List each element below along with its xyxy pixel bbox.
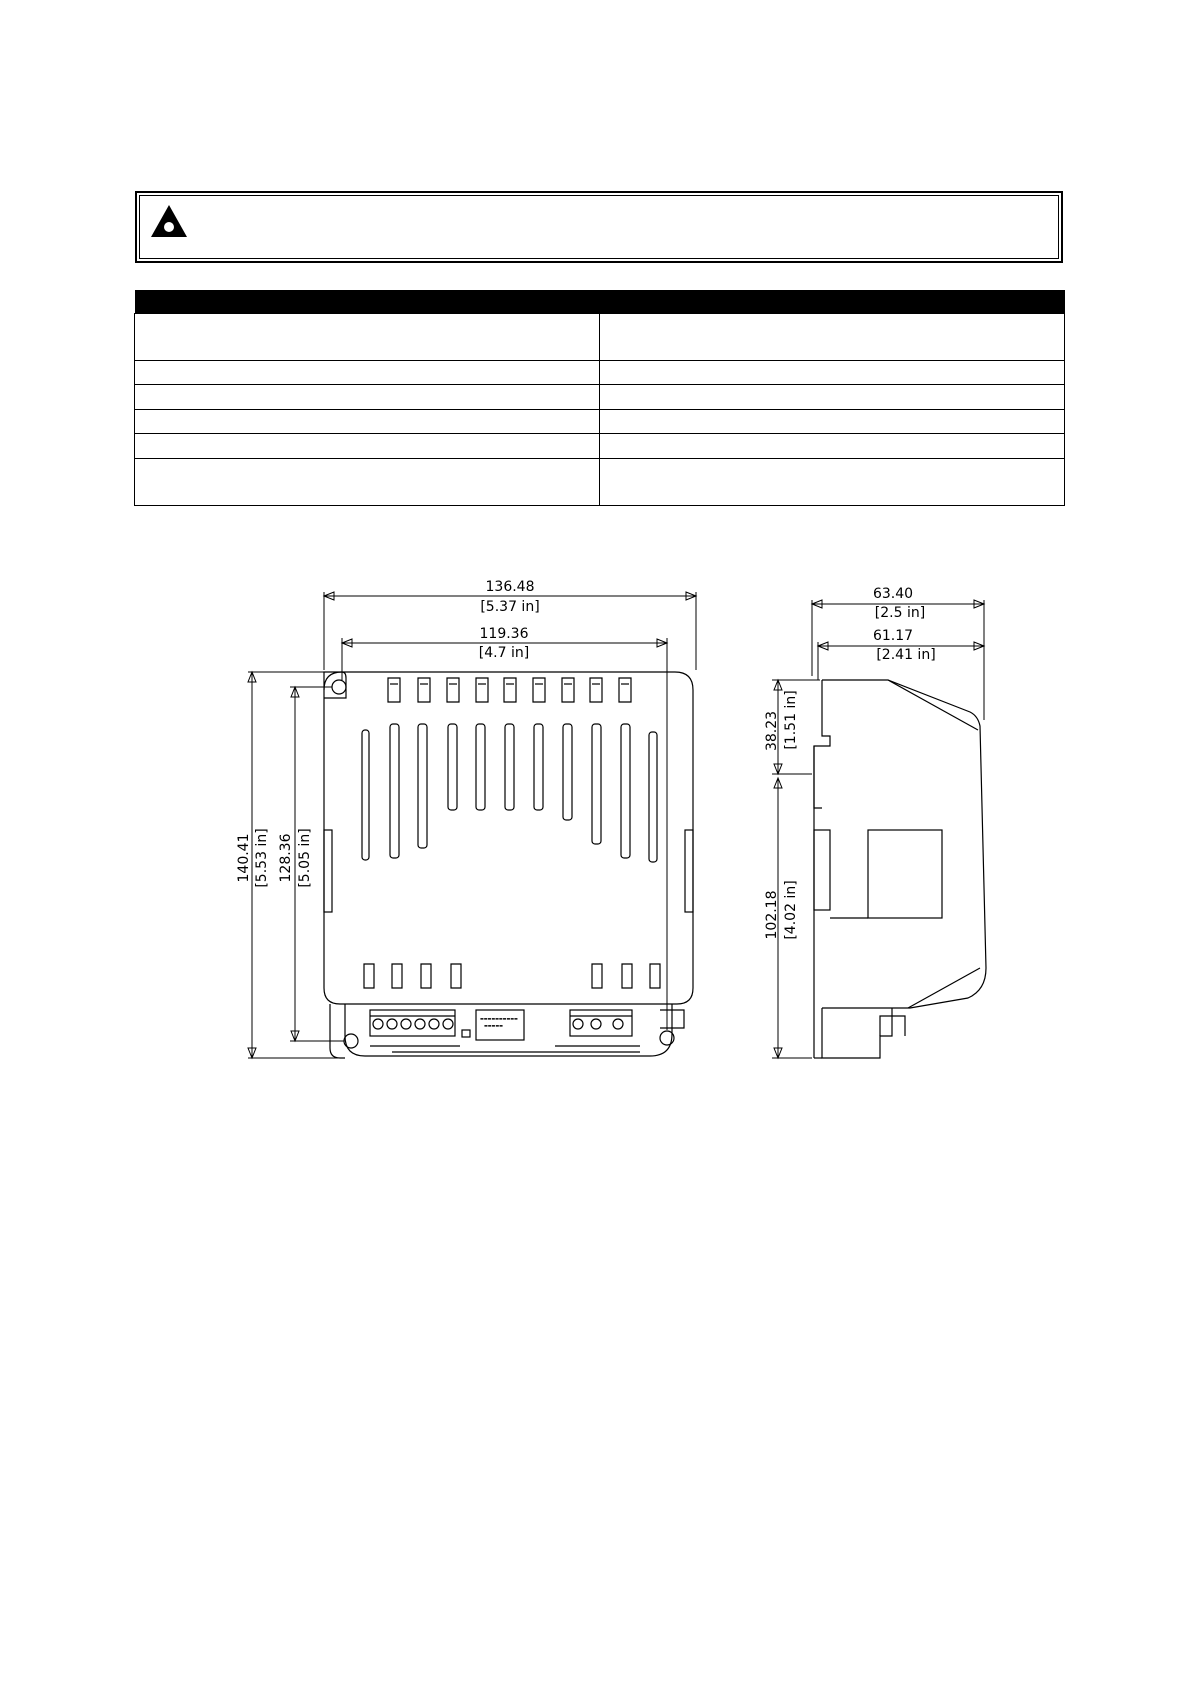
front-view <box>324 672 693 1058</box>
dim-lower-height-in: [4.02 in] <box>783 880 799 940</box>
dim-height-mount-in: [5.05 in] <box>297 828 313 888</box>
side-view <box>814 680 986 1058</box>
side-dimensions <box>772 600 984 1058</box>
vent-slots <box>362 724 657 862</box>
dim-width-mount: 119.36 <box>479 626 529 642</box>
dim-height-mount: 128.36 <box>278 833 294 883</box>
dim-depth-body-in: [2.41 in] <box>876 647 936 663</box>
top-vent-clips <box>388 678 631 702</box>
dim-height-overall: 140.41 <box>236 833 252 883</box>
dim-width-mount-in: [4.7 in] <box>478 645 530 661</box>
svg-text:▬▬▬▬▬▬▬▬▬▬: ▬▬▬▬▬▬▬▬▬▬ <box>480 1016 518 1021</box>
bottom-vent-clips <box>364 964 660 988</box>
dim-upper-height-in: [1.51 in] <box>783 690 799 750</box>
dim-height-overall-in: [5.53 in] <box>254 828 270 888</box>
dim-width-overall: 136.48 <box>485 579 535 595</box>
dim-depth-overall-in: [2.5 in] <box>874 605 926 621</box>
dim-depth-body: 61.17 <box>872 628 914 644</box>
dim-lower-height: 102.18 <box>764 890 780 940</box>
dim-depth-overall: 63.40 <box>872 586 914 602</box>
svg-text:▬▬▬▬▬: ▬▬▬▬▬ <box>484 1023 503 1028</box>
dim-upper-height: 38.23 <box>764 710 780 752</box>
dim-width-overall-in: [5.37 in] <box>480 599 540 615</box>
